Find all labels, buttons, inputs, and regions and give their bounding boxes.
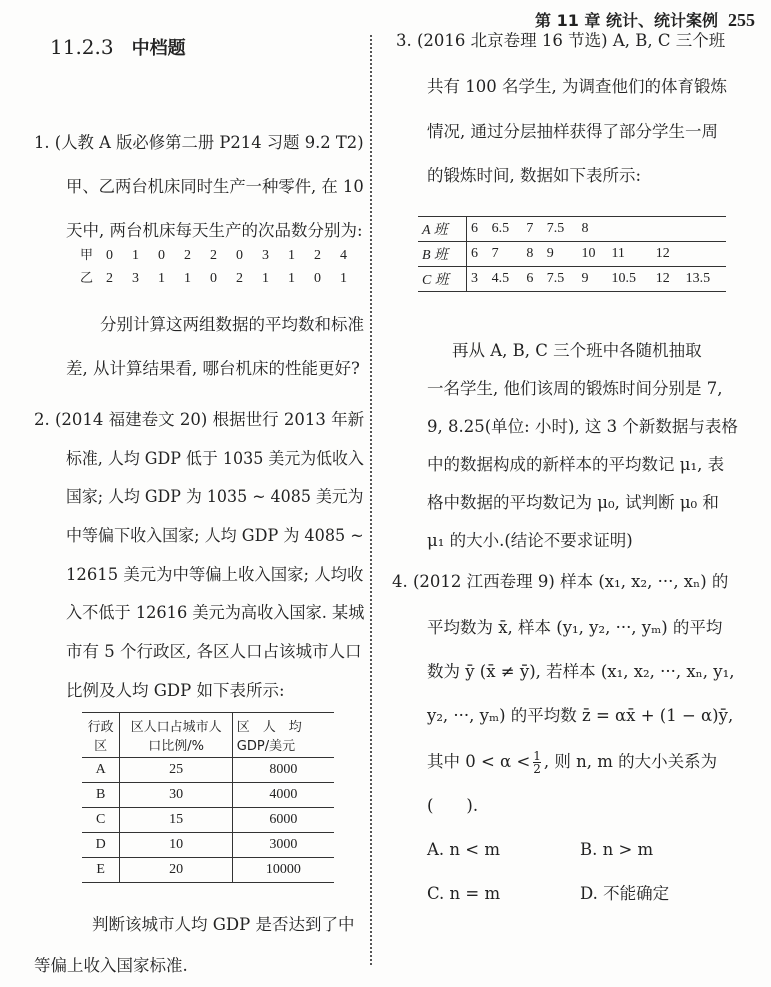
exercise-hours: 7.5 [543,267,578,292]
population-share: 15 [120,808,232,833]
q1-defect-data [80,244,366,290]
defect-count: 1 [288,248,295,263]
question-3-source: 3. (2016 北京卷理 16 节选) A, B, C 三个班 [396,31,726,50]
exercise-hours: 6 [467,217,488,242]
exercise-hours: 10 [578,242,608,267]
gdp-header-district: 行政区 [82,713,120,758]
text-line: 格中数据的平均数记为 μ₀, 试判断 μ₀ 和 [427,493,719,512]
text-line: 比例及人均 GDP 如下表所示: [66,681,285,700]
defect-count: 1 [132,248,139,263]
text-line: 入不低于 12616 美元为高收入国家. 某城 [66,603,365,622]
text-line: 12615 美元为中等偏上收入国家; 人均收 [66,565,364,584]
defect-count: 2 [314,248,321,263]
population-share: 30 [120,783,232,808]
defect-count: 1 [158,271,165,286]
gdp-per-capita: 4000 [232,783,334,808]
class-row [418,242,726,267]
district: B [82,783,120,808]
exercise-hours: 9 [543,242,578,267]
defect-count: 2 [210,248,217,263]
gdp-per-capita: 6000 [232,808,334,833]
class-row [418,217,726,242]
gdp-header-gdp: 区 人 均 GDP/美元 [232,713,334,758]
option-d: D. 不能确定 [580,884,670,903]
page-number: 255 [728,10,755,30]
exercise-hours [652,217,682,242]
class-row [418,267,726,292]
text-line: 国家; 人均 GDP 为 1035 ~ 4085 美元为 [66,487,364,506]
district: E [82,858,120,883]
defect-count: 0 [314,271,321,286]
exercise-hours: 7.5 [543,217,578,242]
defect-count: 4 [340,248,347,263]
question-4-source: 4. (2012 江西卷理 9) 样本 (x₁, x₂, ···, xₙ) 的 [392,572,729,591]
section-title: 中档题 [131,38,186,59]
exercise-hours: 13.5 [682,267,726,292]
text-line: 共有 100 名学生, 为调查他们的体育锻炼 [427,77,727,96]
district: C [82,808,120,833]
defect-count: 0 [106,248,113,263]
defect-count: 2 [184,248,191,263]
section-number: 11.2.3 [50,35,114,59]
text-line: 分别计算这两组数据的平均数和标准 [100,315,364,334]
gdp-per-capita: 10000 [232,858,334,883]
exercise-hours: 6.5 [488,217,523,242]
text-line: μ₁ 的大小.(结论不要求证明) [427,531,633,550]
running-header [535,8,755,31]
text-line: y₂, ···, yₘ) 的平均数 z̄ = αx̄ + (1 − α)ȳ, [427,706,734,725]
text: 其中 0 < α < [427,752,531,771]
text: , 则 n, m 的大小关系为 [543,752,718,771]
question-1-source: 1. (人教 A 版必修第二册 P214 习题 9.2 T2) [34,133,364,152]
text-line: 再从 A, B, C 三个班中各随机抽取 [452,341,702,360]
defect-count: 0 [158,248,165,263]
section-heading [50,34,186,60]
text-line: 等偏上收入国家标准. [34,956,188,975]
fraction [533,750,541,775]
exercise-hours: 10.5 [607,267,651,292]
machine-label: 甲 [80,248,94,263]
exercise-hours: 7 [522,217,542,242]
gdp-table [82,712,334,883]
text-line: 的锻炼时间, 数据如下表所示: [427,166,642,185]
numerator: 1 [533,749,541,763]
defect-count: 1 [184,271,191,286]
text-line: 中等偏下收入国家; 人均 GDP 为 4085 ~ [66,526,364,545]
defect-count: 3 [262,248,269,263]
q1-row [80,244,366,267]
chapter-title: 第 11 章 统计、统计案例 [535,11,718,30]
exercise-hours: 8 [522,242,542,267]
text-line: 差, 从计算结果看, 哪台机床的性能更好? [66,359,360,378]
q4-condition-line [427,750,717,775]
population-share: 10 [120,833,232,858]
defect-count: 1 [262,271,269,286]
gdp-row [82,858,334,883]
gdp-per-capita: 3000 [232,833,334,858]
option-b: B. n > m [580,840,654,859]
district: D [82,833,120,858]
answer-placeholder: ( ). [427,796,479,815]
gdp-row [82,758,334,783]
text-line: 9, 8.25(单位: 小时), 这 3 个新数据与表格 [427,417,738,436]
exercise-hours: 11 [607,242,651,267]
text-line: 判断该城市人均 GDP 是否达到了中 [92,915,355,934]
exercise-hours: 3 [467,267,488,292]
machine-label: 乙 [80,271,94,286]
defect-count: 2 [106,271,113,286]
gdp-row [82,808,334,833]
exercise-hours [682,242,726,267]
class-label: A 班 [418,217,467,242]
text-line: 标准, 人均 GDP 低于 1035 美元为低收入 [66,449,364,468]
gdp-row [82,783,334,808]
district: A [82,758,120,783]
text-line: 平均数为 x̄, 样本 (y₁, y₂, ···, yₘ) 的平均 [427,618,723,637]
q1-row [80,267,366,290]
exercise-hours [607,217,651,242]
exercise-hours [682,217,726,242]
text-line: 一名学生, 他们该周的锻炼时间分别是 7, [427,379,723,398]
text-line: 中的数据构成的新样本的平均数记 μ₁, 表 [427,455,725,474]
class-label: C 班 [418,267,467,292]
gdp-per-capita: 8000 [232,758,334,783]
population-share: 25 [120,758,232,783]
defect-count: 0 [236,248,243,263]
defect-count: 1 [340,271,347,286]
exercise-hours: 12 [652,242,682,267]
text-line: 天中, 两台机床每天生产的次品数分别为: [66,221,363,240]
exercise-hours: 9 [578,267,608,292]
text-line: 数为 ȳ (x̄ ≠ ȳ), 若样本 (x₁, x₂, ···, xₙ, y₁, [427,662,735,681]
gdp-row [82,833,334,858]
column-divider [370,35,372,965]
class-exercise-table [418,216,726,292]
class-label: B 班 [418,242,467,267]
option-a: A. n < m [427,840,500,859]
question-2-source: 2. (2014 福建卷文 20) 根据世行 2013 年新 [34,410,365,429]
exercise-hours: 8 [578,217,608,242]
denominator: 2 [533,762,541,776]
exercise-hours: 4.5 [488,267,523,292]
text-line: 甲、乙两台机床同时生产一种零件, 在 10 [66,177,364,196]
defect-count: 0 [210,271,217,286]
text-line: 情况, 通过分层抽样获得了部分学生一周 [427,122,718,141]
exercise-hours: 12 [652,267,682,292]
defect-count: 2 [236,271,243,286]
exercise-hours: 7 [488,242,523,267]
text-line: 市有 5 个行政区, 各区人口占该城市人口 [66,642,362,661]
exercise-hours: 6 [467,242,488,267]
population-share: 20 [120,858,232,883]
defect-count: 3 [132,271,139,286]
exercise-hours: 6 [522,267,542,292]
defect-count: 1 [288,271,295,286]
gdp-header-population: 区人口占城市人口比例/% [120,713,232,758]
option-c: C. n = m [427,884,501,903]
